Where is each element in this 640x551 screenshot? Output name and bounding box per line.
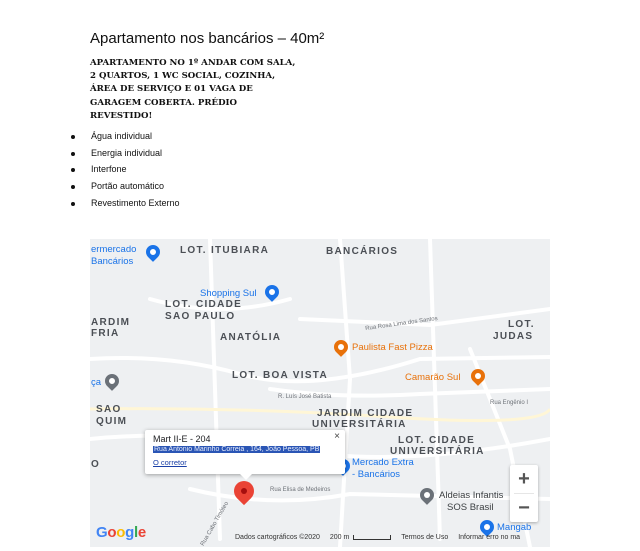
close-icon[interactable]: × [334, 431, 340, 442]
bullet-icon [71, 185, 75, 189]
area-lot-judas-2: JUDAS [493, 331, 534, 342]
poi-left-partial[interactable]: ça [91, 377, 102, 388]
poi-mercado-extra-2[interactable]: - Bancários [352, 469, 401, 480]
area-lot-cidade-sao-paulo-2: SAO PAULO [165, 311, 236, 322]
description-line: 2 QUARTOS, 1 WC SOCIAL, COZINHA, [90, 71, 276, 82]
info-window-tail [240, 474, 252, 480]
poi-shopping-sul[interactable]: Shopping Sul [200, 288, 257, 299]
poi-mercado-extra-1[interactable]: Mercado Extra [352, 457, 414, 468]
description-line: REVESTIDO! [90, 110, 153, 121]
area-sao-quim-1: SAO [96, 404, 122, 415]
map-view[interactable] [90, 239, 550, 547]
description-line: APARTAMENTO NO 1º ANDAR COM SALA, [90, 58, 296, 68]
features-list [70, 128, 180, 211]
street-rosa-lima: Rua Rosa Lima dos Santos [364, 315, 439, 333]
google-logo: Google [96, 524, 146, 541]
area-lot-cidade-univ-1: LOT. CIDADE [398, 435, 476, 446]
area-bancarios: BANCÁRIOS [326, 246, 399, 257]
street-luis-jose: R. Luís José Batista [278, 394, 332, 400]
street-elisa: Rua Elisa de Medeiros [270, 487, 331, 493]
area-lot-cidade-sao-paulo-1: LOT. CIDADE [165, 299, 243, 310]
area-jardim-cidade-1: JARDIM CIDADE [317, 408, 414, 419]
zoom-in-button[interactable]: + [518, 468, 530, 490]
feature-item: Portão automático [70, 178, 180, 195]
bullet-icon [71, 168, 75, 172]
poi-aldeias-2[interactable]: SOS Brasil [447, 502, 494, 513]
description-line: GARAGEM COBERTA. PRÉDIO [90, 97, 238, 108]
poi-camarao-sul[interactable]: Camarão Sul [405, 372, 461, 383]
area-o-label: O [91, 459, 101, 470]
bullet-icon [71, 135, 75, 139]
zoom-controls [510, 465, 538, 522]
area-jardim-fria-1: ARDIM [91, 317, 131, 328]
area-lot-judas-1: LOT. [508, 319, 535, 330]
broker-link[interactable]: O corretor [153, 458, 187, 467]
feature-item: Energia individual [70, 145, 180, 162]
zoom-out-button[interactable]: − [518, 497, 530, 519]
listing-title: Apartamento nos bancários – 40m² [90, 30, 325, 47]
poi-paulista-fast-pizza[interactable]: Paulista Fast Pizza [352, 342, 433, 353]
terms-link[interactable]: Termos de Uso [401, 534, 449, 541]
street-cabo-timoteo: Rua Cabo Timóteo [199, 500, 231, 547]
area-jardim-fria-2: FRIA [91, 328, 120, 339]
bullet-icon [71, 152, 75, 156]
bullet-icon [71, 202, 75, 206]
feature-item: Interfone [70, 161, 180, 178]
info-window-title: Mart II-E - 204 [153, 434, 211, 444]
info-window [145, 430, 345, 474]
map-copyright: Dados cartográficos ©2020 [235, 534, 320, 541]
map-footer [235, 534, 528, 541]
scale-bar [353, 535, 391, 540]
poi-supermercado-2[interactable]: Bancários [91, 256, 134, 267]
feature-item: Revestimento Externo [70, 195, 180, 212]
area-lot-itubiara: LOT. ITUBIARA [180, 245, 270, 256]
area-anatolia: ANATÓLIA [220, 332, 282, 343]
info-window-address: Rua Antonio Marinho Correia , 164, João Pessoa, PB [154, 446, 320, 453]
street-engenio: Rua Engênio I [490, 400, 529, 406]
listing-description [90, 57, 310, 123]
area-jardim-cidade-2: UNIVERSITÁRIA [312, 419, 407, 430]
area-sao-quim-2: QUIM [96, 416, 128, 427]
area-lot-boa-vista: LOT. BOA VISTA [232, 370, 328, 381]
report-error-link[interactable]: Informar erro no ma [458, 534, 521, 541]
area-lot-cidade-univ-2: UNIVERSITÁRIA [390, 446, 485, 457]
poi-mangab[interactable]: Mangab [497, 522, 532, 533]
poi-supermercado-1[interactable]: ermercado [91, 244, 137, 255]
poi-aldeias-1[interactable]: Aldeias Infantis [439, 490, 504, 501]
scale-label[interactable]: 200 m [329, 534, 350, 541]
feature-item: Água individual [70, 128, 180, 145]
description-line: ÁREA DE SERVIÇO E 01 VAGA DE [90, 84, 253, 95]
